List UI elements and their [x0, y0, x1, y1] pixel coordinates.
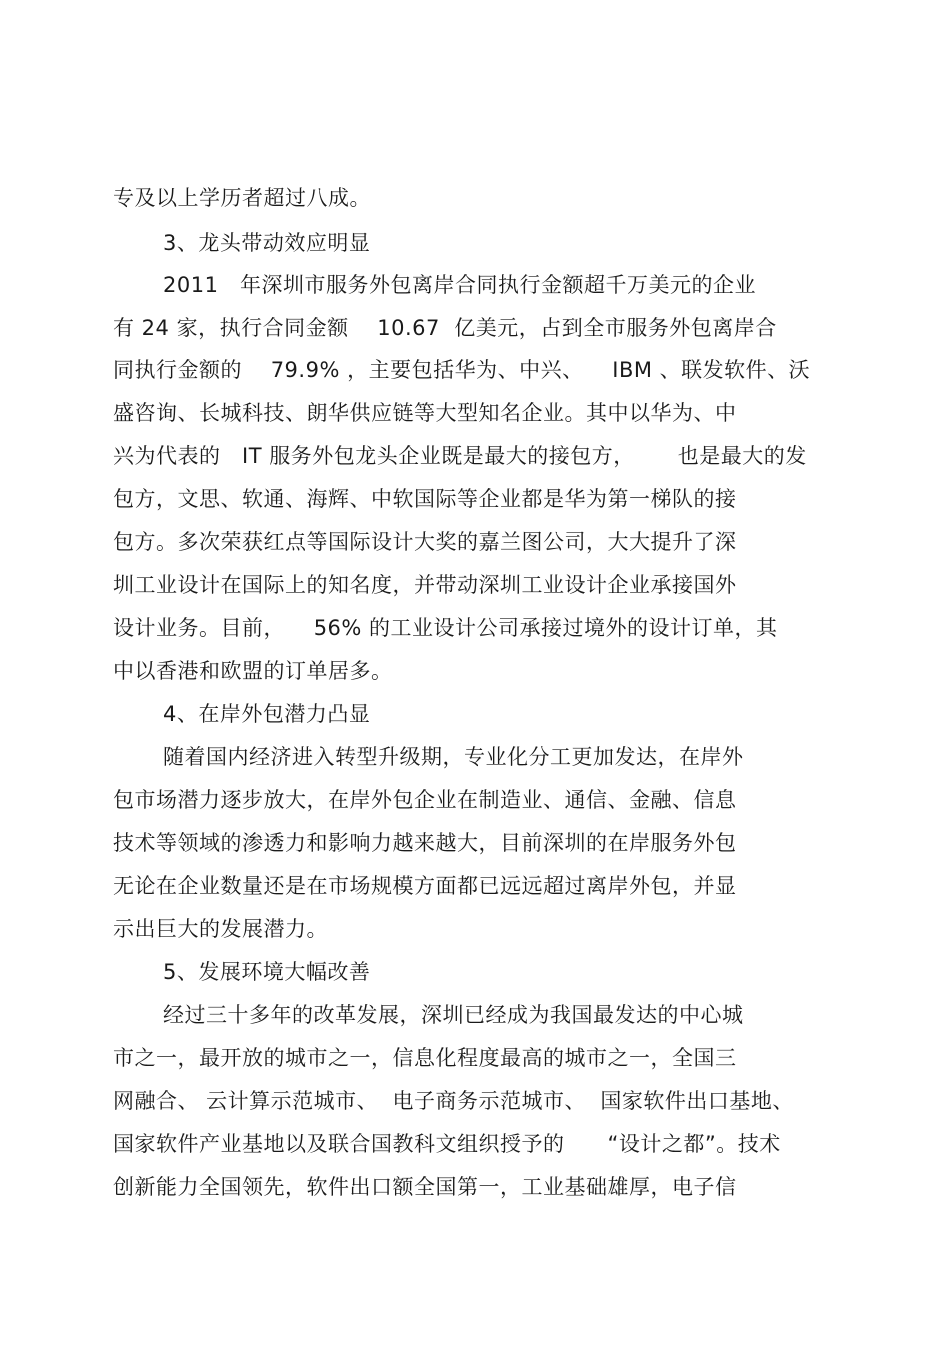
text-line: 经过三十多年的改革发展，深圳已经成为我国最发达的中心城	[163, 1003, 744, 1027]
text-line: 中以香港和欧盟的订单居多。	[113, 659, 393, 683]
text-line: 包市场潜力逐步放大，在岸外包企业在制造业、通信、金融、信息	[113, 788, 737, 812]
text-line: 兴为代表的 IT 服务外包龙头企业既是最大的接包方， 也是最大的发	[113, 444, 807, 468]
text-line: 包方，文思、软通、海辉、中软国际等企业都是华为第一梯队的接	[113, 487, 737, 511]
text-line: 盛咨询、长城科技、朗华供应链等大型知名企业。其中以华为、中	[113, 401, 737, 425]
text-line: 示出巨大的发展潜力。	[113, 917, 328, 941]
text-line: 专及以上学历者超过八成。	[113, 186, 371, 210]
section-heading-4: 4、在岸外包潜力凸显	[163, 702, 371, 726]
text-line: 无论在企业数量还是在市场规模方面都已远远超过离岸外包，并显	[113, 874, 737, 898]
section-heading-5: 5、发展环境大幅改善	[163, 960, 371, 984]
text-line: 国家软件产业基地以及联合国教科文组织授予的 “设计之都”。技术	[113, 1132, 781, 1156]
text-line: 2011 年深圳市服务外包离岸合同执行金额超千万美元的企业	[163, 273, 756, 297]
text-line: 设计业务。目前， 56% 的工业设计公司承接过境外的设计订单，其	[113, 616, 778, 640]
text-line: 同执行金额的 79.9% ，主要包括华为、中兴、 IBM 、联发软件、沃	[113, 358, 811, 382]
text-line: 圳工业设计在国际上的知名度，并带动深圳工业设计企业承接国外	[113, 573, 737, 597]
text-line: 创新能力全国领先，软件出口额全国第一，工业基础雄厚，电子信	[113, 1175, 737, 1199]
text-line: 市之一，最开放的城市之一，信息化程度最高的城市之一，全国三	[113, 1046, 737, 1070]
text-line: 有 24 家，执行合同金额 10.67 亿美元，占到全市服务外包离岸合	[113, 316, 777, 340]
text-line: 随着国内经济进入转型升级期，专业化分工更加发达，在岸外	[163, 745, 744, 769]
text-line: 网融合、 云计算示范城市、 电子商务示范城市、 国家软件出口基地、	[113, 1089, 794, 1113]
text-line: 包方。多次荣获红点等国际设计大奖的嘉兰图公司，大大提升了深	[113, 530, 737, 554]
section-heading-3: 3、龙头带动效应明显	[163, 231, 371, 255]
text-line: 技术等领域的渗透力和影响力越来越大，目前深圳的在岸服务外包	[113, 831, 737, 855]
